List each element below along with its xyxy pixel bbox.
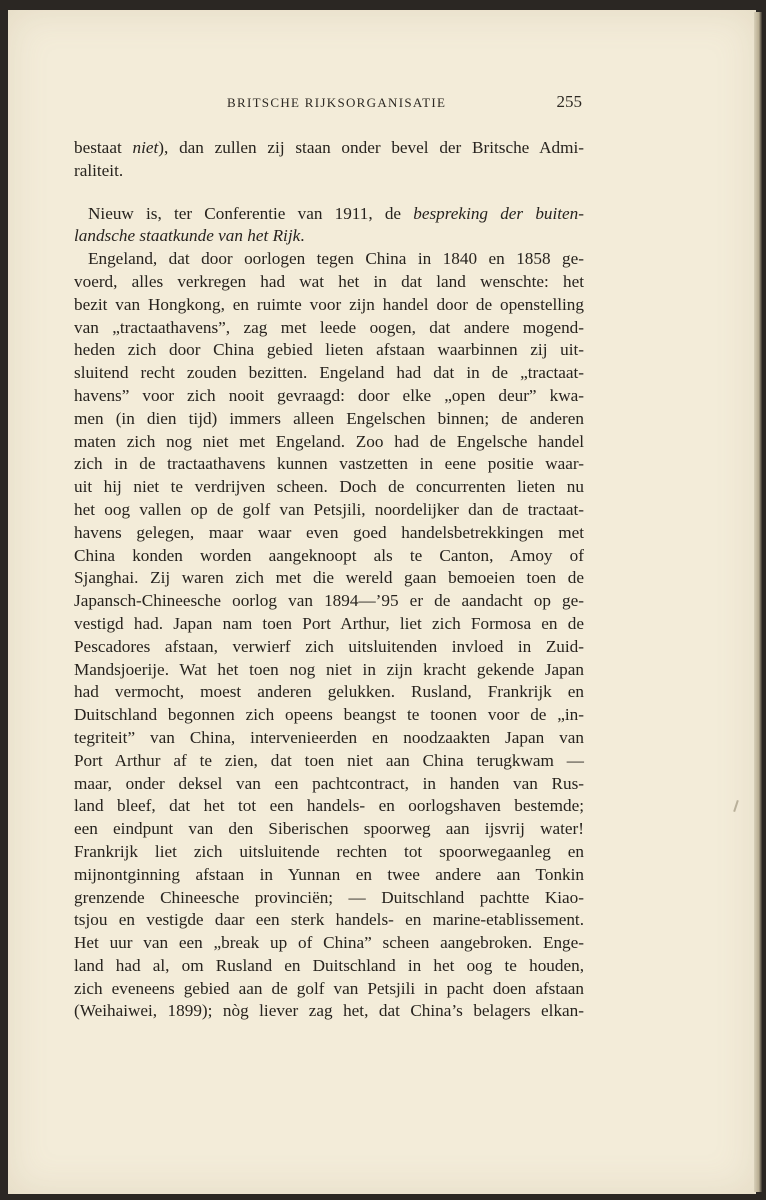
text-line: Port Arthur af te zien, dat toen niet aan China terugkwam — [74, 750, 584, 770]
text-line: Engeland, dat door oorlogen tegen China in 1840 en 1858 ge- [88, 249, 584, 269]
emphasis: niet [132, 138, 159, 157]
text-line: voerd, alles verkregen had wat het in dat land wenschte: het [74, 271, 584, 291]
text-line: havens gelegen, maar waar even goed handelsbetrekkingen met [74, 522, 584, 542]
text-line: Frankrijk liet zich uitsluitende rechten tot spoorwegaanleg en [74, 841, 584, 861]
text-line: een eindpunt van den Siberischen spoorweg aan ijsvrij water! [74, 819, 584, 839]
text-line: Duitschland begonnen zich opeens beangst te toonen voor de „in- [74, 705, 584, 725]
text-line: havens” voor zich nooit gevraagd: door elke „open deur” kwa- [74, 385, 584, 405]
text-line: uit hij niet te verdrijven scheen. Doch de concurrenten lieten nu [74, 477, 584, 497]
text-run: bestaat [74, 138, 133, 157]
paragraph1-line: raliteit. [74, 160, 124, 180]
paragraph1-line [74, 137, 584, 160]
text-line: had vermocht, moest anderen gelukken. Rusland, Frankrijk en [74, 682, 584, 702]
text-line: vestigd had. Japan nam toen Port Arthur, liet zich Formosa en de [74, 613, 584, 633]
text-line: Japansch-Chineesche oorlog van 1894—’95 er de aandacht op ge- [74, 591, 584, 611]
text-line: het oog vallen op de golf van Petsjili, noordelijker dan de tractaat- [74, 499, 584, 519]
text-line: China konden worden aangeknoopt als te Canton, Amoy of [74, 545, 584, 565]
text-line: maar, onder deksel van een pachtcontract, in handen van Rus- [74, 773, 584, 793]
text-line: Mandsjoerije. Wat het toen nog niet in zijn kracht gekende Japan [74, 659, 584, 679]
text-line: grenzende Chineesche provinciën; — Duitschland pachtte Kiao- [74, 887, 584, 907]
page-edge [754, 12, 762, 1192]
text-line: sluitend recht zouden bezitten. Engeland had dat in de „tractaat- [74, 363, 584, 383]
text-line: land had al, om Rusland en Duitschland in het oog te houden, [74, 955, 584, 975]
running-head-title: BRITSCHE RIJKSORGANISATIE [227, 95, 447, 110]
text-run: ), dan zullen zij staan onder bevel der Britsche Admi- [158, 138, 584, 157]
paragraph2-line [74, 225, 584, 248]
text-line: mijnontginning afstaan in Yunnan en twee andere aan Tonkin [74, 864, 584, 884]
paragraph2-line [74, 203, 584, 226]
text-line: bezit van Hongkong, en ruimte voor zijn handel door de openstelling [74, 294, 584, 314]
text-line: Sjanghai. Zij waren zich met die wereld gaan bemoeien toen de [74, 568, 584, 588]
text-line: zich in de tractaathavens kunnen vastzetten in eene positie waar- [74, 454, 584, 474]
text-line: van „tractaathavens”, zag met leede oogen, dat andere mogend- [74, 317, 584, 337]
text-line: Pescadores afstaan, verwierf zich uitsluitenden invloed in Zuid- [74, 636, 584, 656]
body-text [74, 137, 584, 1023]
text-line: maten zich nog niet met Engeland. Zoo had de Engelsche handel [74, 431, 584, 451]
emphasis: landsche staatkunde van het Rijk [74, 226, 301, 246]
text-line: tegriteit” van China, intervenieerden en noodzaakten Japan van [74, 727, 584, 747]
text-line: (Weihaiwei, 1899); nòg liever zag het, dat China’s belagers elkan- [74, 1001, 584, 1021]
emphasis: bespreking der buiten- [413, 203, 584, 223]
text-run: . [300, 226, 305, 246]
paragraph-gap [74, 183, 584, 203]
text-line: land bleef, dat het tot een handels- en oorlogshaven bestemde; [74, 796, 584, 816]
running-head [74, 92, 586, 114]
text-line: zich eveneens gebied aan de golf van Petsjili in pacht doen afstaan [74, 978, 584, 998]
page-number: 255 [556, 92, 582, 111]
text-line: heden zich door China gebied lieten afstaan waarbinnen zij uit- [74, 340, 584, 360]
text-run: Nieuw is, ter Conferentie van 1911, de [88, 203, 414, 223]
text-line: Het uur van een „break up of China” scheen aangebroken. Enge- [74, 933, 584, 953]
text-line: men (in dien tijd) immers alleen Engelschen binnen; de anderen [74, 408, 584, 428]
text-line: tsjou en vestigde daar een sterk handels- en marine-etablissement. [74, 910, 584, 930]
